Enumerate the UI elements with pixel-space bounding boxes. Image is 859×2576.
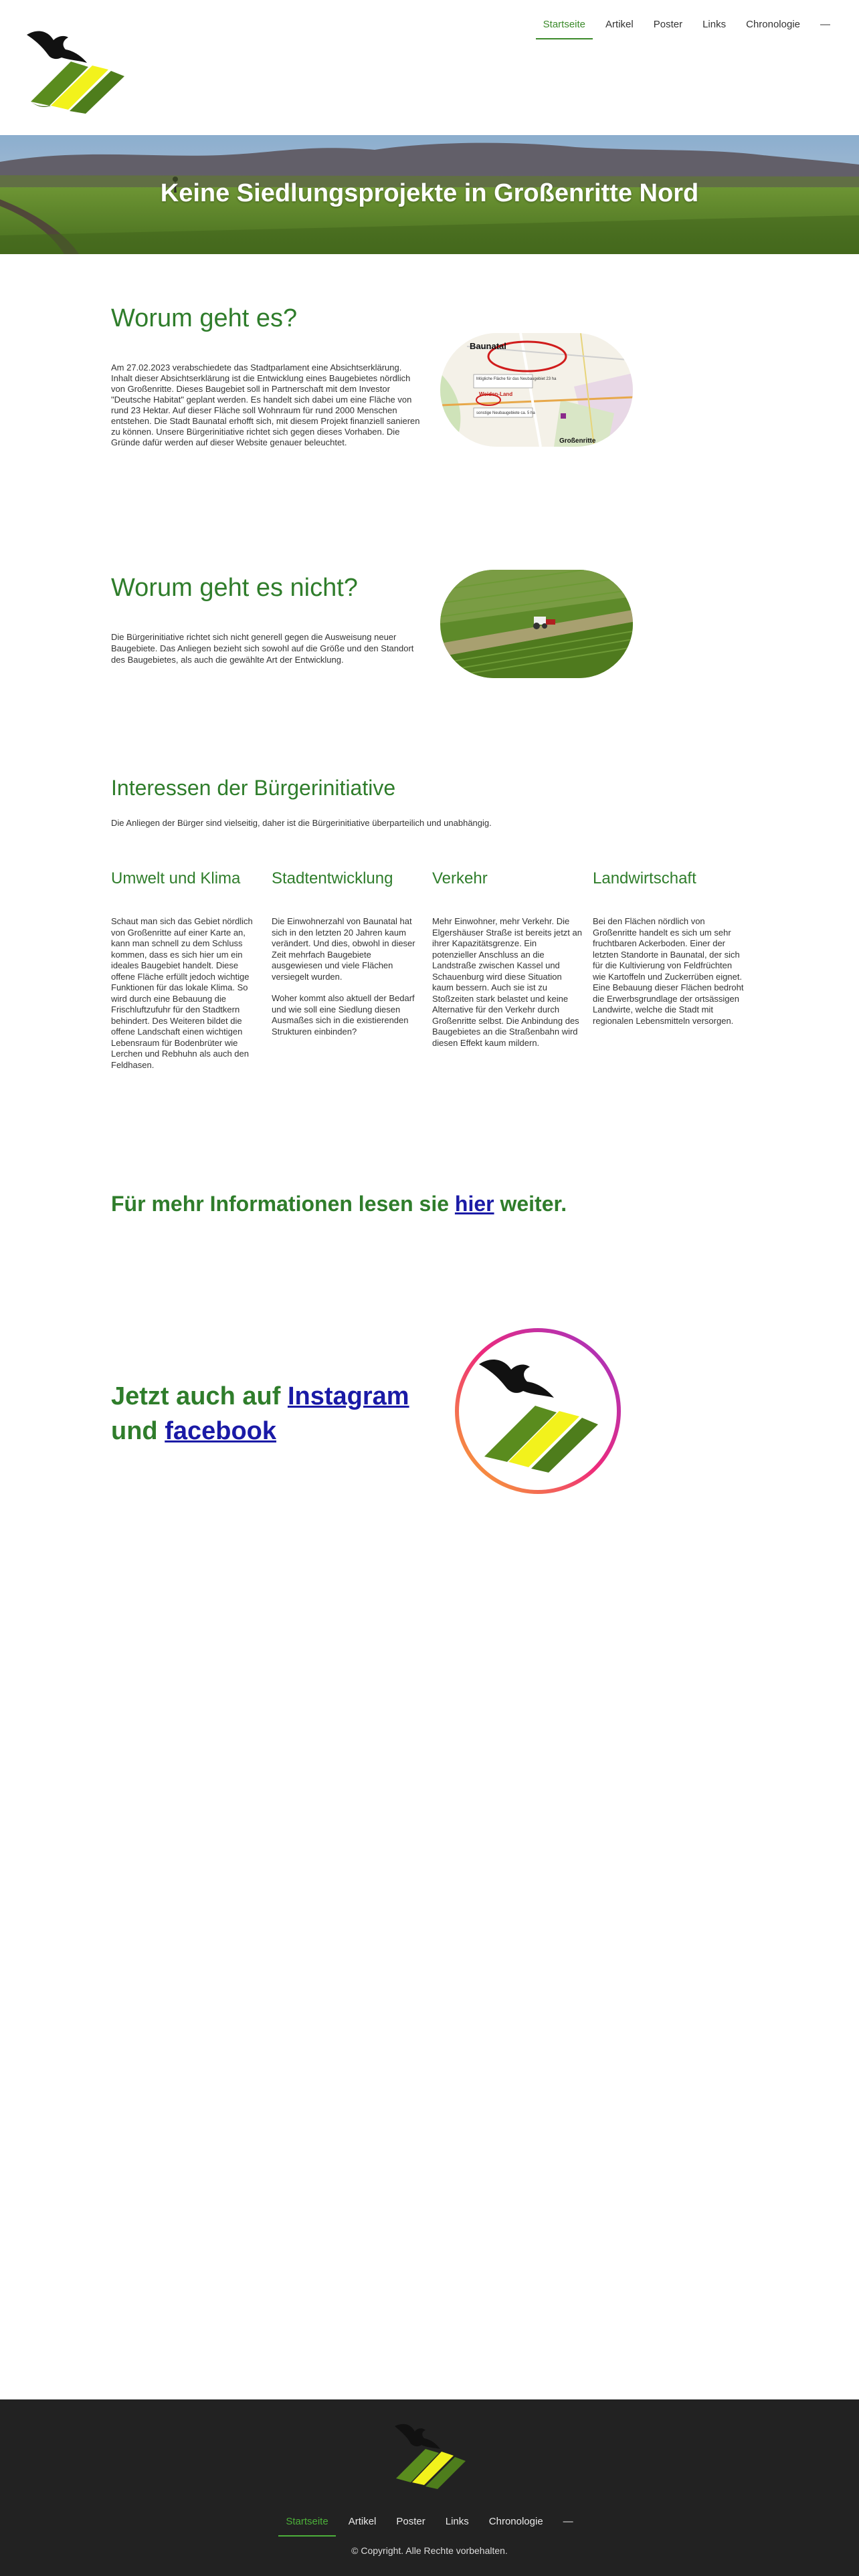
interest-column-landwirtschaft <box>593 869 744 1027</box>
footer-nav-chronologie[interactable]: Chronologie <box>488 2516 543 2527</box>
copyright-text: © Copyright. Alle Rechte vorbehalten. <box>351 2545 508 2556</box>
interest-text: Bei den Flächen nördlich von Großenritte handelt es sich um sehr fruchtbaren Ackerboden. Einer der letzten Standorte in Baunatal, der sich für die Kultivierung von Feldfrüchten wie Kartoffeln und Zuckerrüben eignet. Eine Bebauung dieser Flächen bedroht die Erwerbsgrundlage der ortsässigen Landwirte, welche die Stadt mit regionalen Lebensmitteln versorgen. <box>593 916 744 1026</box>
footer-nav <box>0 2513 859 2537</box>
svg-text:Weiden-Land: Weiden-Land <box>479 391 513 397</box>
svg-text:Großenritte: Großenritte <box>559 437 596 445</box>
footer-logo[interactable] <box>392 2420 475 2489</box>
footer-nav-startseite[interactable]: Startseite <box>278 2513 335 2537</box>
footer-nav-more[interactable]: — <box>563 2516 573 2527</box>
nav-more[interactable]: — <box>820 19 830 30</box>
nav-poster[interactable]: Poster <box>653 19 683 30</box>
interest-title: Landwirtschaft <box>593 869 696 887</box>
site-logo[interactable] <box>24 23 138 118</box>
main-nav <box>533 16 840 39</box>
svg-text:Mögliche Fläche für das Neubau: Mögliche Fläche für das Neubaugebiet 23 ha <box>476 377 557 381</box>
facebook-link[interactable]: facebook <box>165 1417 277 1445</box>
interest-column-stadtentwicklung <box>272 869 423 1037</box>
social-prefix: Jetzt auch auf <box>111 1382 288 1410</box>
interest-text-2: Woher kommt also aktuell der Bedarf und wie soll eine Siedlung diesen Ausmaßes sich in die existierenden Strukturen einbinden? <box>272 993 415 1037</box>
hero-banner <box>0 135 859 254</box>
interest-text: Mehr Einwohner, mehr Verkehr. Die Elgershäuser Straße ist bereits jetzt an ihrer Kapazitätsgrenze. Ein potenzieller Anschluss an die Landstraße zwischen Kassel und Schauenburg wird diese Situation kaum bessern. Auch sie ist zu Stoßzeiten stark belastet und keine Alternative für den Verkehr durch Großenritte selbst. Die Anbindung des Baugebietes an die Straßenbahn wird diesen Effekt kaum mildern. <box>432 916 582 1048</box>
about-text: Am 27.02.2023 verabschiedete das Stadtparlament eine Absichtserklärung. Inhalt dieser Absichtserklärung ist die Entwicklung eines Baugebietes nördlich von Großenritte. Dieses Baugebiet soll in Partnerschaft mit dem Investor "Deutsche Habitat" geplant werden. Es handelt sich dabei um eine Fläche von rund 23 Hektar. Auf dieser Fläche soll Wohnraum für rund 2000 Menschen entstehen. Die Stadt Baunatal erhofft sich, mit diesem Projekt finanziell sanieren zu können. Unsere Bürgerinitiative richtet sich gegen dieses Vorhaben. Die Gründe dafür werden auf dieser Website genauer beleuchtet. <box>111 362 420 447</box>
nav-links[interactable]: Links <box>702 19 727 30</box>
area-map-image[interactable] <box>440 333 633 447</box>
svg-text:Baunatal: Baunatal <box>470 341 506 351</box>
social-prefix-2: und <box>111 1417 165 1445</box>
footer-nav-poster[interactable]: Poster <box>396 2516 425 2527</box>
social-heading <box>111 1379 409 1448</box>
instagram-logo-badge[interactable] <box>452 1325 624 1497</box>
more-info-suffix: weiter. <box>494 1192 567 1216</box>
nav-chronologie[interactable]: Chronologie <box>746 19 800 30</box>
svg-text:sonstige Neubaugebiete ca. 5 h: sonstige Neubaugebiete ca. 5 ha <box>476 411 535 415</box>
about-title: Worum geht es? <box>111 304 298 332</box>
tractor-field-image[interactable] <box>440 570 633 678</box>
bird-icon <box>395 2424 440 2449</box>
interest-text: Die Einwohnerzahl von Baunatal hat sich in den letzten 20 Jahren kaum verändert. Und dies, obwohl in dieser Zeit mehrfach Baugebiete ausgewiesen und viele Flächen versiegelt wurden. <box>272 916 415 982</box>
bird-icon <box>27 31 87 63</box>
instagram-link[interactable]: Instagram <box>287 1382 409 1410</box>
interests-subtitle: Die Anliegen der Bürger sind vielseitig, daher ist die Bürgerinitiative überparteilich und unabhängig. <box>111 818 492 828</box>
interest-title: Verkehr <box>432 869 488 887</box>
more-info-link[interactable]: hier <box>454 1192 494 1216</box>
site-footer <box>0 2399 859 2576</box>
interest-text: Schaut man sich das Gebiet nördlich von Großenritte auf einer Karte an, kann man schnell zu dem Schluss kommen, dass es sich hier um ein ideales Baugebiet handelt. Diese offene Fläche erfüllt jedoch wichtige Funktionen für das lokale Klima. So wird durch eine Bebauung die Frischluftzufuhr für den Stadtkern behindert. Des Weiteren bildet die offene Landschaft einen wichtigen Lebensraum für Bodenbrüter wie Lerchen und Rebhuhn als auch den Feldhasen. <box>111 916 253 1070</box>
footer-nav-artikel[interactable]: Artikel <box>348 2516 377 2527</box>
hero-title: Keine Siedlungsprojekte in Großenritte Nord <box>160 179 699 207</box>
interests-title: Interessen der Bürgerinitiative <box>111 776 396 800</box>
not-about-title: Worum geht es nicht? <box>111 574 358 602</box>
interest-title: Stadtentwicklung <box>272 869 393 887</box>
nav-artikel[interactable]: Artikel <box>605 19 634 30</box>
interest-title: Umwelt und Klima <box>111 869 241 887</box>
footer-nav-links[interactable]: Links <box>445 2516 469 2527</box>
interest-column-verkehr <box>432 869 583 1049</box>
site-header <box>0 0 859 134</box>
nav-startseite[interactable]: Startseite <box>536 16 593 39</box>
more-info-heading <box>111 1192 567 1216</box>
more-info-prefix: Für mehr Informationen lesen sie <box>111 1192 455 1216</box>
interest-column-umwelt <box>111 869 262 1071</box>
not-about-text: Die Bürgerinitiative richtet sich nicht generell gegen die Ausweisung neuer Baugebiete. Das Anliegen bezieht sich sowohl auf die Größe und den Standort des Baugebietes, als auch die gewählte Art der Entwicklung. <box>111 632 414 665</box>
